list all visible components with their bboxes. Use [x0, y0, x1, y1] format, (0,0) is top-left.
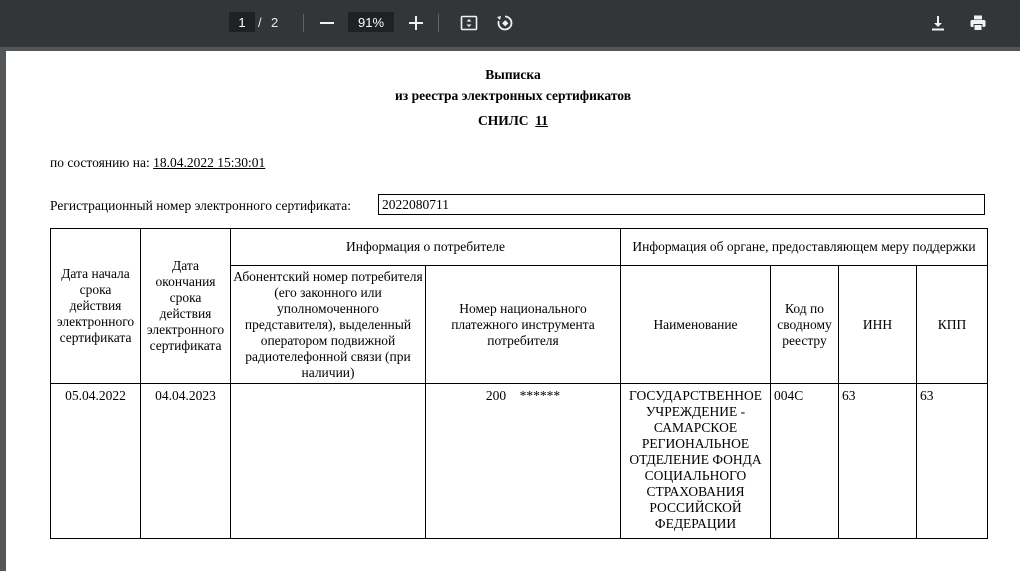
table-row: [51, 384, 988, 539]
snils-value: 11: [535, 113, 549, 128]
group-agency-header: Информация об органе, предоставляющем меру поддержки: [621, 229, 988, 266]
rotate-icon[interactable]: [493, 11, 517, 35]
toolbar-divider: [303, 14, 304, 32]
fit-page-icon[interactable]: [457, 11, 481, 35]
col-start-date-header: Дата начала срока действия электронного сертификата: [51, 229, 141, 384]
group-consumer-header: Информация о потребителе: [231, 229, 621, 266]
certificate-table: [50, 228, 988, 539]
zoom-in-icon[interactable]: [404, 11, 428, 35]
cell-agency-name: ГОСУДАРСТВЕННОЕ УЧРЕЖДЕНИЕ - САМАРСКОЕ РЕГИОНАЛЬНОЕ ОТДЕЛЕНИЕ ФОНДА СОЦИАЛЬНОГО СТРАХОВАНИЯ РОССИЙСКОЙ ФЕДЕРАЦИИ: [621, 384, 771, 539]
toolbar-divider: [438, 14, 439, 32]
print-icon[interactable]: [966, 11, 990, 35]
cell-end-date: 04.04.2023: [141, 384, 231, 539]
document-title: Выписка: [485, 67, 541, 82]
pdf-page: [6, 51, 1020, 571]
document-subtitle: из реестра электронных сертификатов: [394, 88, 631, 103]
col-code-header: Код по сводному реестру: [771, 266, 839, 384]
col-name-header: Наименование: [621, 266, 771, 384]
reg-number-box: [378, 194, 985, 215]
cell-subscriber-number: [231, 384, 426, 539]
zoom-out-icon[interactable]: [315, 11, 339, 35]
cell-payment-instrument: 200 ******: [426, 384, 621, 539]
total-pages: 2: [271, 14, 279, 30]
as-of-line: [50, 155, 265, 171]
cell-start-date: 05.04.2022: [51, 384, 141, 539]
zoom-level-input[interactable]: 91%: [348, 12, 394, 32]
col-inn-header: ИНН: [839, 266, 917, 384]
cell-inn: 63: [839, 384, 917, 539]
col-end-date-header: Дата окончания срока действия электронного сертификата: [141, 229, 231, 384]
as-of-label: по состоянию на:: [50, 155, 150, 170]
pdf-toolbar: [0, 0, 1020, 47]
page-number-input[interactable]: 1: [229, 12, 255, 32]
snils-line: [6, 113, 1020, 129]
as-of-value: 18.04.2022 15:30:01: [153, 155, 266, 170]
download-icon[interactable]: [926, 11, 950, 35]
snils-label: СНИЛС: [477, 113, 529, 128]
cell-code: 004С: [771, 384, 839, 539]
col-payment-instrument-header: Номер национального платежного инструмента потребителя: [426, 266, 621, 384]
cell-kpp: 63: [917, 384, 988, 539]
document-viewer[interactable]: [0, 47, 1020, 563]
reg-number-value: 2022080711: [382, 196, 449, 212]
col-subscriber-number-header: Абонентский номер потребителя (его законного или уполномоченного представителя), выделенный оператором подвижной радиотелефонной связи (при наличии): [231, 266, 426, 384]
page-separator: /: [258, 14, 262, 30]
reg-number-label: Регистрационный номер электронного сертификата:: [50, 198, 351, 213]
col-kpp-header: КПП: [917, 266, 988, 384]
